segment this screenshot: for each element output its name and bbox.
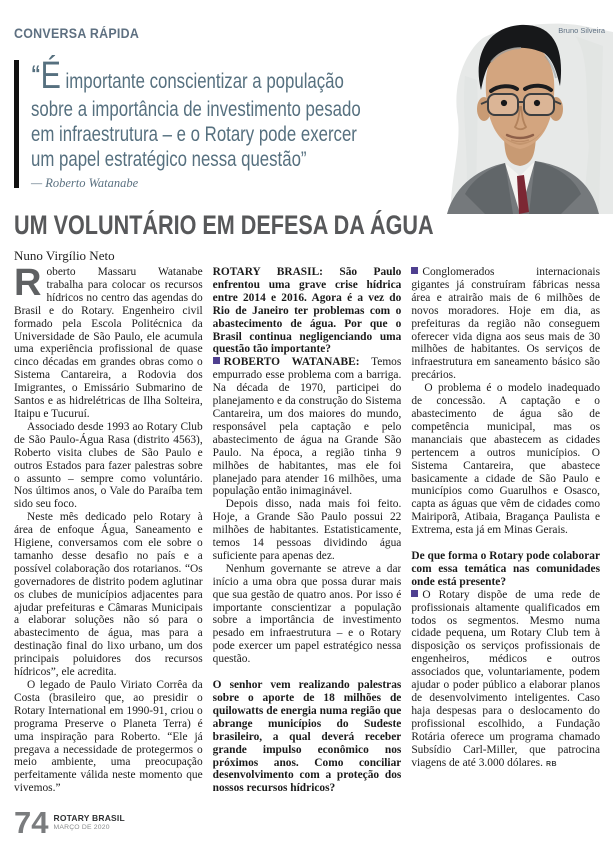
interview-answer: Conglomerados internacionais gigantes já construíram fábricas nessa área e atrairão mais de 6 milhões de novos moradores. Hoje em dia, as prefeituras da região não conseguem oferecer vida digna aos seus mais de 30 milhões de habitantes. Os serviços de infraestrutura em saneamento básico são precários. <box>411 266 601 382</box>
magazine-issue: MARÇO DE 2020 <box>53 824 110 831</box>
pull-quote-text <box>31 55 443 191</box>
answer-bullet-icon <box>411 590 418 597</box>
column-interview-1 <box>213 266 402 843</box>
interview-question: ROTARY BRASIL: São Paulo enfrentou uma grave crise hídrica entre 2014 e 2016. Agora é a vez do Rio de Janeiro ter problemas com o abastecimento de água. Por que o Brasil continua negligenciando uma questão tão importante? <box>212 266 402 356</box>
intro-paragraph: Roberto Massaru Watanabe trabalha para colocar os recursos hídricos no centro das agendas do Brasil e do Rotary. Engenheiro civil formado pela Escola Politécnica da Universidade de São Paulo, ele acumula uma experiência profissional de quase cinco décadas em grandes obras como o Sistema Cantareira, a Rodovia dos Imigrantes, o Emissário Submarino de Santos e as hidrelétricas de Ilha Solteira, Itaipu e Tucuruí. <box>14 266 203 420</box>
portrait-illustration <box>425 16 613 214</box>
section-kicker: CONVERSA RÁPIDA <box>14 26 140 41</box>
interview-answer: Depois disso, nada mais foi feito. Hoje, a Grande São Paulo possui 22 milhões de habitantes. Estatisticamente, temos 14 pessoas dividindo água suficiente para apenas dez. <box>212 498 402 562</box>
pull-quote <box>14 55 443 191</box>
open-quote-mark: “ <box>31 61 41 88</box>
page-number: 74 <box>14 805 49 840</box>
answer-bullet-icon <box>213 357 220 364</box>
quote-line-1: “É importante conscientizar a população <box>31 55 344 97</box>
column-intro <box>14 266 203 843</box>
byline: Nuno Virgílio Neto <box>14 248 115 263</box>
quote-line-2: sobre a importância de investimento pesado <box>31 98 361 121</box>
intro-paragraph: O legado de Paulo Viriato Corrêa da Costa (brasileiro que, ao presidir o Rotary International em 1990-91, criou o programa Preserve o Planeta Terra) é uma inspiração para Roberto. “Ele já pregava a necessidade de protegermos o meio ambiente, uma preocupação perfeitamente válida neste momento que vivemos.” <box>14 679 203 795</box>
interview-answer: ROBERTO WATANABE: Temos empurrado esse problema com a barriga. Na década de 1970, participei do planejamento e da construção do Sistema Cantareira, um dos maiores do mundo, responsável pela captação e pelo abastecimento de água na Grande São Paulo. Na época, a região tinha 9 milhões de habitantes, mas ele foi planejado para atender 16 milhões, uma população então inimaginável. <box>212 356 402 498</box>
quote-rule <box>14 60 19 188</box>
page-footer <box>14 805 125 840</box>
answer-bullet-icon <box>411 267 418 274</box>
interview-question: De que forma o Rotary pode colaborar com essa temática nas comunidades onde está presente? <box>411 550 601 588</box>
interview-answer: Nenhum governante se atreve a dar início a uma obra que possa durar mais que sua gestão de quatro anos. Por isso é importante conscientizar a população sobre a importância de investimento pesado em infraestrutura – e o Rotary pode exercer um papel estratégico nessa questão. <box>212 562 402 666</box>
headline: UM VOLUNTÁRIO EM DEFESA DA ÁGUA <box>14 210 434 240</box>
article-body <box>14 266 600 843</box>
speaker-name: ROBERTO WATANABE: <box>223 356 360 369</box>
column-interview-2 <box>411 266 600 843</box>
magazine-info <box>53 813 124 831</box>
intro-paragraph: Associado desde 1993 ao Rotary Club de São Paulo-Água Rasa (distrito 4563), Roberto visita clubes de São Paulo e outros Estados para fazer palestras sobre o assunto – sempre como voluntário. Nos últimos anos, o Vale do Paraíba tem sido seu foco. <box>14 420 203 511</box>
end-of-article-mark: RB <box>545 760 558 768</box>
quote-attribution: — Roberto Watanabe <box>31 176 139 190</box>
illustration-credit: Bruno Silveira <box>558 26 605 35</box>
interview-question: O senhor vem realizando palestras sobre o aporte de 18 milhões de quilowatts de energia numa região que abrange municípios do Sudeste brasileiro, a qual deverá receber grande impulso econômico nos próximos anos. Como conciliar desenvolvimento com a proteção dos nossos recursos hídricos? <box>212 679 402 795</box>
drop-cap: R <box>14 266 42 304</box>
magazine-name: ROTARY BRASIL <box>53 813 125 823</box>
interview-answer: O problema é o modelo inadequado de concessão. A captação e o abastecimento de água são de competência municipal, mas os mananciais que abastecem as cidades pertencem a outros municípios. O Sistema Cantareira, que abastece basicamente a cidade de São Paulo e municípios como Guarulhos e Osasco, capta as águas que vêm de cidades como Mairiporã, Atibaia, Bragança Paulista e Extrema, esta já em Minas Gerais. <box>411 382 601 537</box>
quote-initial: É <box>40 55 61 97</box>
quote-line-3: em infraestrutura – e o Rotary pode exercer <box>31 123 357 146</box>
portrait-roberto-watanabe-icon <box>425 16 613 214</box>
intro-paragraph: Neste mês dedicado pelo Rotary à área de enfoque Água, Saneamento e Higiene, conversamos com ele sobre o tamanho desse desafio no país e a possível colaboração dos rotarianos. “Os governadores de distrito podem aglutinar os clubes de municípios adjacentes para ajudar prefeituras e Câmaras Municipais a elaborar soluções não só para o abastecimento de água, mas para a destinação final do lixo urbano, um dos principais poluidores dos recursos hídricos”, ele acredita. <box>14 511 203 679</box>
quote-line-4: um papel estratégico nessa questão” <box>31 148 307 171</box>
interview-answer: O Rotary dispõe de uma rede de profissionais altamente qualificados em todos os segmentos. Mesmo numa cidade pequena, um Rotary Club tem à disposição os serviços profissionais de engenheiros, médicos e outros associados que, voluntariamente, podem ajudar o poder público a elaborar planos de desenvolvimento inteligentes. Caso haja despesas para o deslocamento do profissional escolhido, a Fundação Rotária oferece um programa chamado Subsídio Carl-Miller, que patrocina viagens de até 3.000 dólares. RB <box>411 588 601 769</box>
